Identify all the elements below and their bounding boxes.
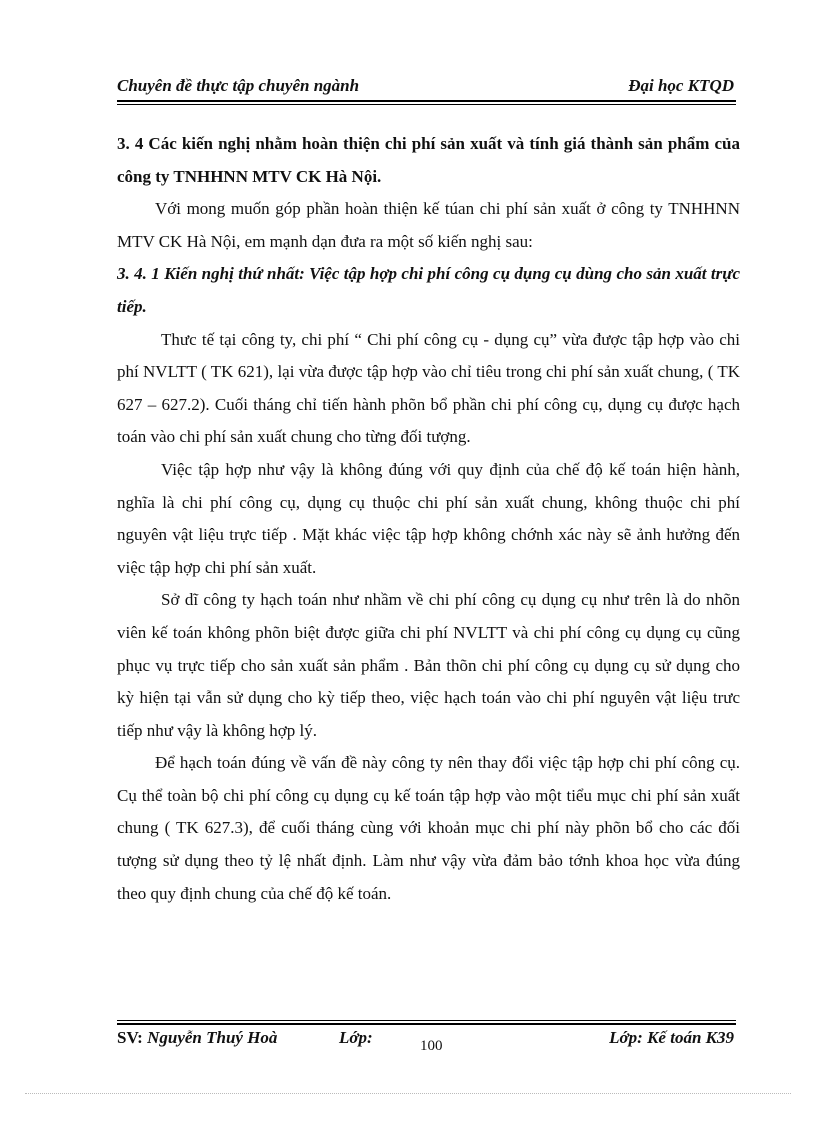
page-header bbox=[117, 76, 736, 100]
footer-rule-thick bbox=[117, 1023, 736, 1025]
body-paragraph: Thưc tế tại công ty, chi phí “ Chi phí công cụ - dụng cụ” vừa được tập hợp vào chi phí NVLTT ( TK 621), lại vừa được tập hợp vào chỉ tiêu trong chi phí sản xuất chung, ( TK 627 – 627.2). Cuối tháng chỉ tiến hành phõn bổ phần chi phí công cụ, dụng cụ được hạch toán vào chi phí sản xuất chung cho từng đối tượng. bbox=[117, 329, 740, 447]
footer-class-value: Lớp: Kế toán K39 bbox=[609, 1028, 734, 1047]
section-title: 3. 4 Các kiến nghị nhằm hoàn thiện chi phí sản xuất và tính giá thành sản phẩm của công ty TNHHNN MTV CK Hà Nội. bbox=[117, 134, 740, 186]
page-bottom-border bbox=[25, 1093, 791, 1094]
header-rule-thin bbox=[117, 104, 736, 105]
header-rule-thick bbox=[117, 100, 736, 102]
body-paragraph: Việc tập hợp như vậy là không đúng với quy định của chế độ kế toán hiện hành, nghĩa là chi phí công cụ, dụng cụ thuộc chi phí sản xuất chung, không thuộc chi phí nguyên vật liệu trực tiếp . Mặt khác việc tập hợp không chớnh xác này sẽ ảnh hưởng đến việc tập hợp chi phí sản xuất. bbox=[117, 459, 740, 577]
body-paragraph: Để hạch toán đúng về vấn đề này công ty nên thay đổi việc tập hợp chi phí công cụ. Cụ thể toàn bộ chi phí công cụ dụng cụ kế toán tập hợp vào một tiểu mục chi phí sản xuất chung ( TK 627.3), để cuối tháng cùng với khoản mục chi phí này phõn bổ cho các đối tượng sử dụng theo tỷ lệ nhất định. Làm như vậy vừa đảm bảo tớnh khoa học vừa đúng theo quy định chung của chế độ kế toán. bbox=[117, 753, 740, 903]
footer-sv-label: SV: bbox=[117, 1028, 143, 1047]
body-paragraph: Sở dĩ công ty hạch toán như nhầm về chi phí công cụ dụng cụ như trên là do nhõn viên kế toán không phõn biệt được giữa chi phí NVLTT và chi phí công cụ dụng cụ cũng phục vụ trực tiếp cho sản xuất sản phẩm . Bản thõn chi phí công cụ dụng cụ sử dụng cho kỳ hiện tại vẫn sử dụng cho kỳ tiếp theo, việc hạch toán vào chi phí nguyên vật liệu trưc tiếp như vậy là không hợp lý. bbox=[117, 590, 740, 740]
header-left-title: Chuyên đề thực tập chuyên ngành bbox=[117, 76, 360, 95]
subsection-title: 3. 4. 1 Kiến nghị thứ nhất: Việc tập hợp chi phí công cụ dụng cụ dùng cho sản xuất trực tiếp. bbox=[117, 264, 740, 316]
footer-student-name: Nguyễn Thuý Hoà bbox=[147, 1028, 278, 1047]
intro-paragraph: Với mong muốn góp phần hoàn thiện kế túan chi phí sản xuất ở công ty TNHHNN MTV CK Hà Nội, em mạnh dạn đưa ra một số kiến nghị sau: bbox=[117, 199, 740, 251]
footer-rule-thin bbox=[117, 1020, 736, 1021]
document-body bbox=[117, 128, 740, 910]
header-right-title: Đại học KTQD bbox=[628, 76, 734, 95]
footer-class-label: Lớp: bbox=[339, 1028, 373, 1047]
page-number: 100 bbox=[420, 1038, 443, 1054]
footer-student bbox=[117, 1028, 277, 1048]
